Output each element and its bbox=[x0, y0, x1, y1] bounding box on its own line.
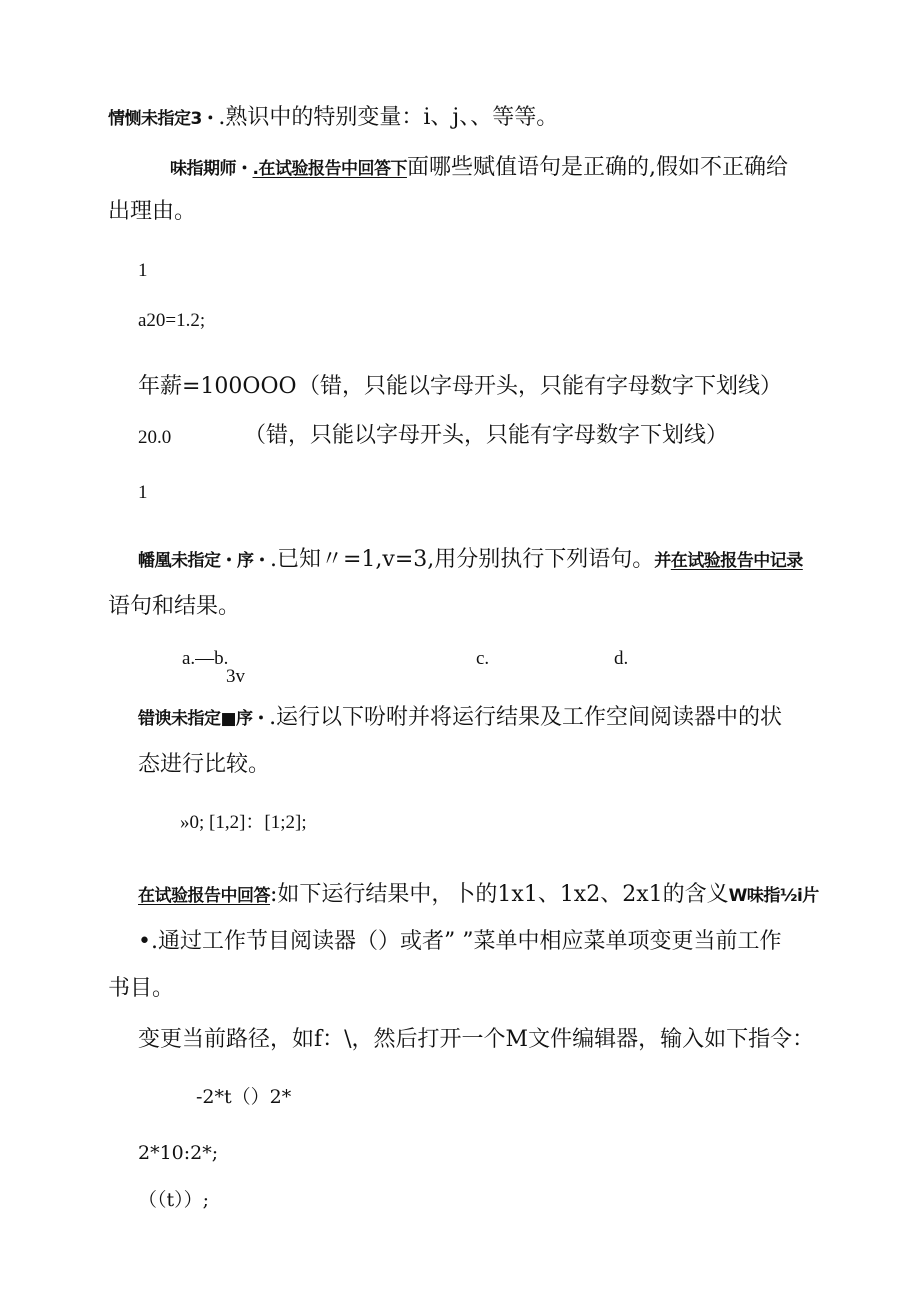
unspecified-marker: 情恻未指定3・ bbox=[108, 109, 219, 129]
item-d: d. bbox=[614, 648, 629, 669]
line-text: :如下运行结果中，卜的1x1、1x2、2x1的含义 bbox=[270, 882, 729, 907]
line-number-1b: 1 bbox=[138, 482, 148, 503]
line-known-values bbox=[138, 545, 803, 576]
bold-text: 并 bbox=[654, 551, 671, 571]
line-assignment-question bbox=[170, 153, 788, 184]
code-a20: a20=1.2; bbox=[138, 310, 206, 331]
line-text: .熟识中的特别变量：i、j、、等等。 bbox=[218, 105, 559, 130]
unspecified-marker: 味指期师・ bbox=[170, 159, 253, 179]
line-run-commands bbox=[138, 703, 782, 734]
line-special-variables bbox=[108, 103, 558, 134]
line-text: 面哪些赋值语句是正确的,假如不正确给 bbox=[406, 155, 788, 180]
item-c: c. bbox=[476, 648, 490, 669]
report-record-link: 在试验报告中记录 bbox=[670, 551, 803, 571]
item-subscript: 3v bbox=[226, 666, 245, 687]
line-number-1: 1 bbox=[138, 260, 148, 281]
unspecified-marker: W味指½i片 bbox=[728, 886, 819, 906]
unspecified-marker: 错谀未指定■序・ bbox=[138, 709, 270, 729]
code-line-2: 2*10:2*; bbox=[138, 1142, 219, 1164]
line-continuation: 态进行比较。 bbox=[138, 752, 271, 777]
code-line-3: （（t））; bbox=[138, 1189, 210, 1211]
code-salary: 年薪=100OOO bbox=[138, 374, 297, 399]
code-20-0: 20.0 bbox=[138, 427, 172, 448]
code-matrices: »0; [1,2]：[1;2]; bbox=[180, 812, 307, 833]
line-continuation: 出理由。 bbox=[108, 199, 197, 224]
line-text: .已知〃=1,v=3,用分别执行下列语句。 bbox=[270, 547, 655, 572]
item-a-b: a.—b. bbox=[182, 648, 229, 669]
comment-salary: （错，只能以字母开头，只能有字母数字下划线） bbox=[298, 374, 783, 399]
comment-20-0: （错，只能以字母开头，只能有字母数字下划线） bbox=[244, 423, 729, 448]
code-line-1: -2*t（）2* bbox=[196, 1086, 292, 1108]
report-answer-link: 在试验报告中回答 bbox=[138, 886, 270, 906]
code-salary-line bbox=[138, 372, 297, 402]
line-change-path: 变更当前路径，如f：\，然后打开一个M文件编辑器，输入如下指令： bbox=[138, 1027, 815, 1052]
line-continuation: 语句和结果。 bbox=[108, 594, 241, 619]
line-text: .运行以下吩咐并将运行结果及工作空间阅读器中的状 bbox=[269, 705, 783, 730]
line-change-directory: •.通过工作节目阅读器（）或者” ”菜单中相应菜单项变更当前工作 bbox=[138, 929, 782, 954]
line-meaning-question bbox=[138, 880, 819, 911]
line-continuation: 书目。 bbox=[108, 976, 175, 1001]
unspecified-marker: 幡凰未指定・序・ bbox=[138, 551, 270, 571]
report-answer-link: .在试验报告中回答下 bbox=[252, 159, 407, 179]
